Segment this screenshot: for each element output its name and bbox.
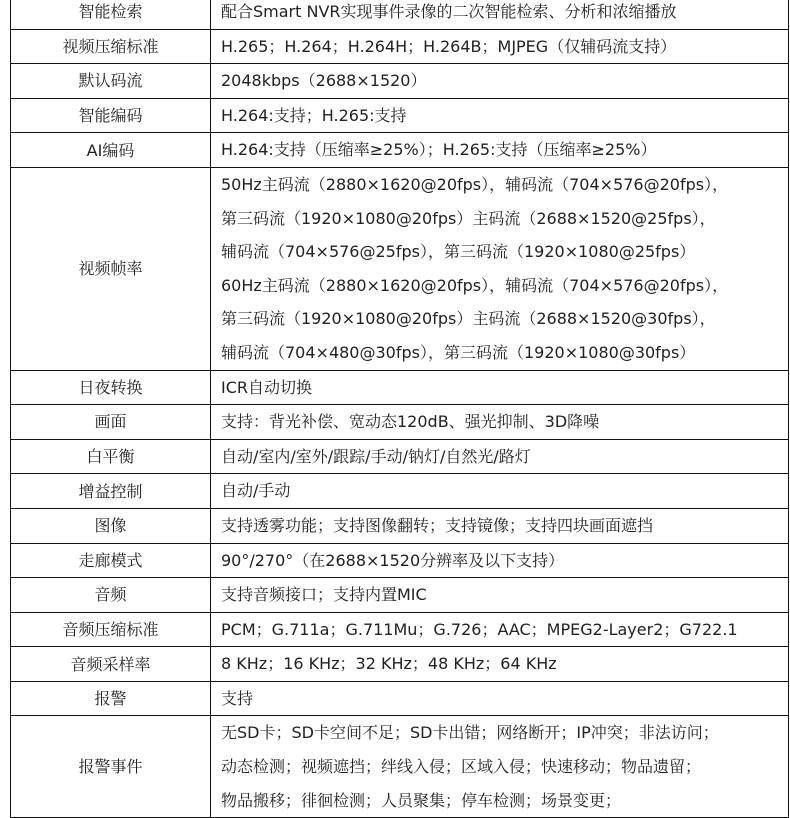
spec-label: 白平衡 [11, 439, 211, 474]
spec-label: 走廊模式 [11, 543, 211, 578]
spec-value-line: 60Hz主码流（2880×1620@20fps），辅码流（704×576@20fps）， [221, 275, 729, 295]
spec-value-line: 动态检测；视频遮挡；绊线入侵；区域入侵；快速移动；物品遗留； [221, 757, 702, 777]
spec-label: 音频压缩标准 [11, 612, 211, 647]
spec-value [211, 612, 789, 647]
spec-label: 图像 [11, 508, 211, 543]
spec-row [11, 29, 789, 64]
spec-label: 音频采样率 [11, 647, 211, 682]
spec-value [211, 508, 789, 543]
spec-value-line: 50Hz主码流（2880×1620@20fps），辅码流（704×576@20fps）， [221, 174, 729, 194]
spec-row [11, 439, 789, 474]
spec-value-line: 支持音频接口；支持内置MIC [221, 585, 427, 605]
spec-value-line: 90°/270°（在2688×1520分辨率及以下支持） [221, 550, 565, 570]
spec-row [11, 405, 789, 440]
spec-value-line: 2048kbps（2688×1520） [221, 71, 427, 91]
spec-value [211, 647, 789, 682]
spec-value [211, 439, 789, 474]
spec-value-line: 支持 [221, 688, 254, 708]
spec-value [211, 167, 789, 370]
spec-value-line: 支持透雾功能；支持图像翻转；支持镜像；支持四块画面遮挡 [221, 515, 654, 535]
spec-label: 视频帧率 [11, 167, 211, 370]
spec-row [11, 681, 789, 716]
spec-row [11, 716, 789, 818]
spec-value [211, 405, 789, 440]
spec-value [211, 370, 789, 405]
spec-row [11, 167, 789, 370]
spec-value [211, 98, 789, 133]
spec-value [211, 29, 789, 64]
spec-value-line: 8 KHz；16 KHz；32 KHz；48 KHz；64 KHz [221, 654, 557, 674]
spec-label: 日夜转换 [11, 370, 211, 405]
spec-value-line: H.265；H.264；H.264H；H.264B；MJPEG（仅辅码流支持） [221, 36, 677, 56]
spec-value [211, 0, 789, 29]
spec-value-line: 自动/手动 [221, 481, 291, 501]
spec-label: 报警事件 [11, 716, 211, 818]
spec-row [11, 64, 789, 99]
spec-row [11, 578, 789, 613]
spec-value-line: H.264:支持；H.265:支持 [221, 105, 407, 125]
spec-value-line: 辅码流（704×480@30fps），第三码流（1920×1080@30fps） [221, 342, 696, 362]
spec-row [11, 647, 789, 682]
spec-value-line: 第三码流（1920×1080@20fps）主码流（2688×1520@30fps）， [221, 309, 716, 329]
spec-row [11, 612, 789, 647]
spec-value-line: PCM；G.711a；G.711Mu；G.726；AAC；MPEG2-Layer2；G722.1 [221, 619, 738, 639]
spec-value [211, 474, 789, 509]
spec-table-body [11, 0, 789, 818]
spec-value-line: H.264:支持（压缩率≥25%）；H.265:支持（压缩率≥25%） [221, 140, 657, 160]
spec-value [211, 681, 789, 716]
spec-row [11, 543, 789, 578]
spec-label: 视频压缩标准 [11, 29, 211, 64]
spec-label: AI编码 [11, 133, 211, 168]
spec-value-line: 无SD卡；SD卡空间不足；SD卡出错；网络断开；IP冲突；非法访问； [221, 723, 719, 743]
spec-row [11, 474, 789, 509]
spec-label: 默认码流 [11, 64, 211, 99]
spec-row [11, 98, 789, 133]
spec-label: 增益控制 [11, 474, 211, 509]
spec-row [11, 133, 789, 168]
spec-value [211, 133, 789, 168]
spec-value [211, 543, 789, 578]
spec-label: 智能编码 [11, 98, 211, 133]
spec-label: 画面 [11, 405, 211, 440]
spec-label: 报警 [11, 681, 211, 716]
spec-value [211, 716, 789, 818]
spec-value-line: 物品搬移；徘徊检测；人员聚集；停车检测；场景变更； [221, 790, 622, 810]
spec-value-line: 自动/室内/室外/跟踪/手动/钠灯/自然光/路灯 [221, 446, 531, 466]
spec-row [11, 508, 789, 543]
spec-value [211, 64, 789, 99]
spec-value-line: 第三码流（1920×1080@20fps）主码流（2688×1520@25fps）， [221, 208, 716, 228]
spec-row [11, 370, 789, 405]
spec-row [11, 0, 789, 29]
spec-value-line: 配合Smart NVR实现事件录像的二次智能检索、分析和浓缩播放 [221, 2, 677, 21]
spec-value-line: 辅码流（704×576@25fps），第三码流（1920×1080@25fps） [221, 242, 696, 262]
spec-table [10, 0, 789, 818]
spec-value [211, 578, 789, 613]
spec-value-line: ICR自动切换 [221, 377, 313, 397]
spec-label: 智能检索 [11, 0, 211, 29]
spec-label: 音频 [11, 578, 211, 613]
spec-value-line: 支持：背光补偿、宽动态120dB、强光抑制、3D降噪 [221, 412, 600, 432]
